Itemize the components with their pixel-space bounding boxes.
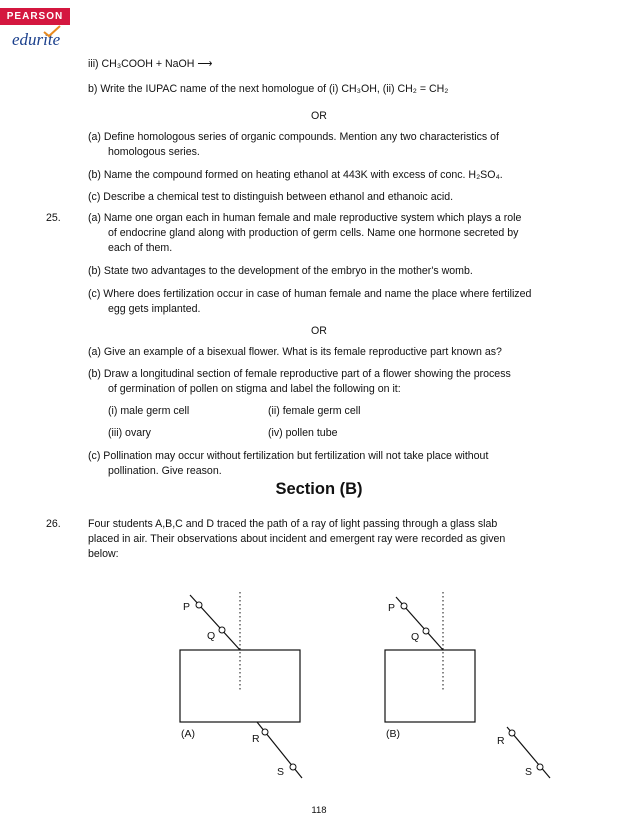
label-q-a: Q	[207, 630, 216, 642]
q24-part-b: b) Write the IUPAC name of the next homologue of (i) CH₃OH, (ii) CH₂ = CH₂	[88, 83, 449, 95]
pin-q-b	[423, 628, 429, 634]
glass-slab-b	[385, 650, 475, 722]
label-s-a: S	[277, 766, 285, 778]
caption-a: (A)	[181, 728, 195, 740]
q25-part-a: (a) Name one organ each in human female and male reproductive system which plays a role	[88, 212, 522, 224]
q25-part-b: (b) State two advantages to the development of the embryo in the mother's womb.	[88, 265, 473, 277]
label-p-b: P	[388, 602, 396, 614]
q25-or-part-c-cont: pollination. Give reason.	[108, 465, 222, 477]
or-divider-2: OR	[311, 325, 327, 337]
diagram-b	[385, 592, 550, 778]
q24-or-part-b: (b) Name the compound formed on heating ethanol at 443K with excess of conc. H₂SO₄.	[88, 169, 503, 181]
label-r-a: R	[252, 733, 260, 745]
label-option-3: (iii) ovary	[108, 427, 151, 439]
pin-r-b	[509, 730, 515, 736]
label-option-1: (i) male germ cell	[108, 405, 190, 417]
edurite-logo: edurite	[12, 30, 61, 49]
label-p-a: P	[183, 601, 191, 613]
diagram-a	[180, 592, 302, 778]
q26-text-line2: placed in air. Their observations about incident and emergent ray were recorded as given	[88, 533, 506, 545]
page-number: 118	[311, 805, 327, 816]
pin-p-a	[196, 602, 202, 608]
q25-part-c: (c) Where does fertilization occur in case of human female and name the place where fertilized	[88, 288, 532, 300]
question-number-25: 25.	[46, 212, 61, 224]
q25-or-part-c: (c) Pollination may occur without fertilization but fertilization will not take place without	[88, 450, 489, 462]
q25-or-part-b: (b) Draw a longitudinal section of female reproductive part of a flower showing the process	[88, 368, 511, 380]
q24-part-iii: iii) CH₃COOH + NaOH ⟶	[88, 58, 213, 70]
pearson-logo: PEARSON	[0, 8, 70, 25]
q25-part-a-cont1: of endocrine gland along with production of germ cells. Name one hormone secreted by	[108, 227, 519, 239]
question-number-26: 26.	[46, 518, 61, 530]
pin-s-a	[290, 764, 296, 770]
pin-s-b	[537, 764, 543, 770]
pin-p-b	[401, 603, 407, 609]
caption-b: (B)	[386, 728, 400, 740]
q24-or-part-a: (a) Define homologous series of organic compounds. Mention any two characteristics of	[88, 131, 500, 143]
pin-q-a	[219, 627, 225, 633]
label-option-2: (ii) female germ cell	[268, 405, 361, 417]
q26-text-line3: below:	[88, 548, 119, 560]
q25-part-c-cont: egg gets implanted.	[108, 303, 201, 315]
q25-part-a-cont2: each of them.	[108, 242, 173, 254]
pin-r-a	[262, 729, 268, 735]
label-option-4: (iv) pollen tube	[268, 427, 338, 439]
q25-or-part-a: (a) Give an example of a bisexual flower. What is its female reproductive part known as?	[88, 346, 502, 358]
or-divider-1: OR	[311, 110, 327, 122]
section-heading: Section (B)	[275, 480, 363, 498]
label-q-b: Q	[411, 631, 420, 643]
label-s-b: S	[525, 766, 533, 778]
q24-or-part-a-cont: homologous series.	[108, 146, 200, 158]
q25-or-part-b-cont: of germination of pollen on stigma and label the following on it:	[108, 383, 401, 395]
q24-or-part-c: (c) Describe a chemical test to distinguish between ethanol and ethanoic acid.	[88, 191, 454, 203]
label-r-b: R	[497, 735, 505, 747]
q26-text-line1: Four students A,B,C and D traced the path of a ray of light passing through a glass slab	[88, 518, 498, 530]
